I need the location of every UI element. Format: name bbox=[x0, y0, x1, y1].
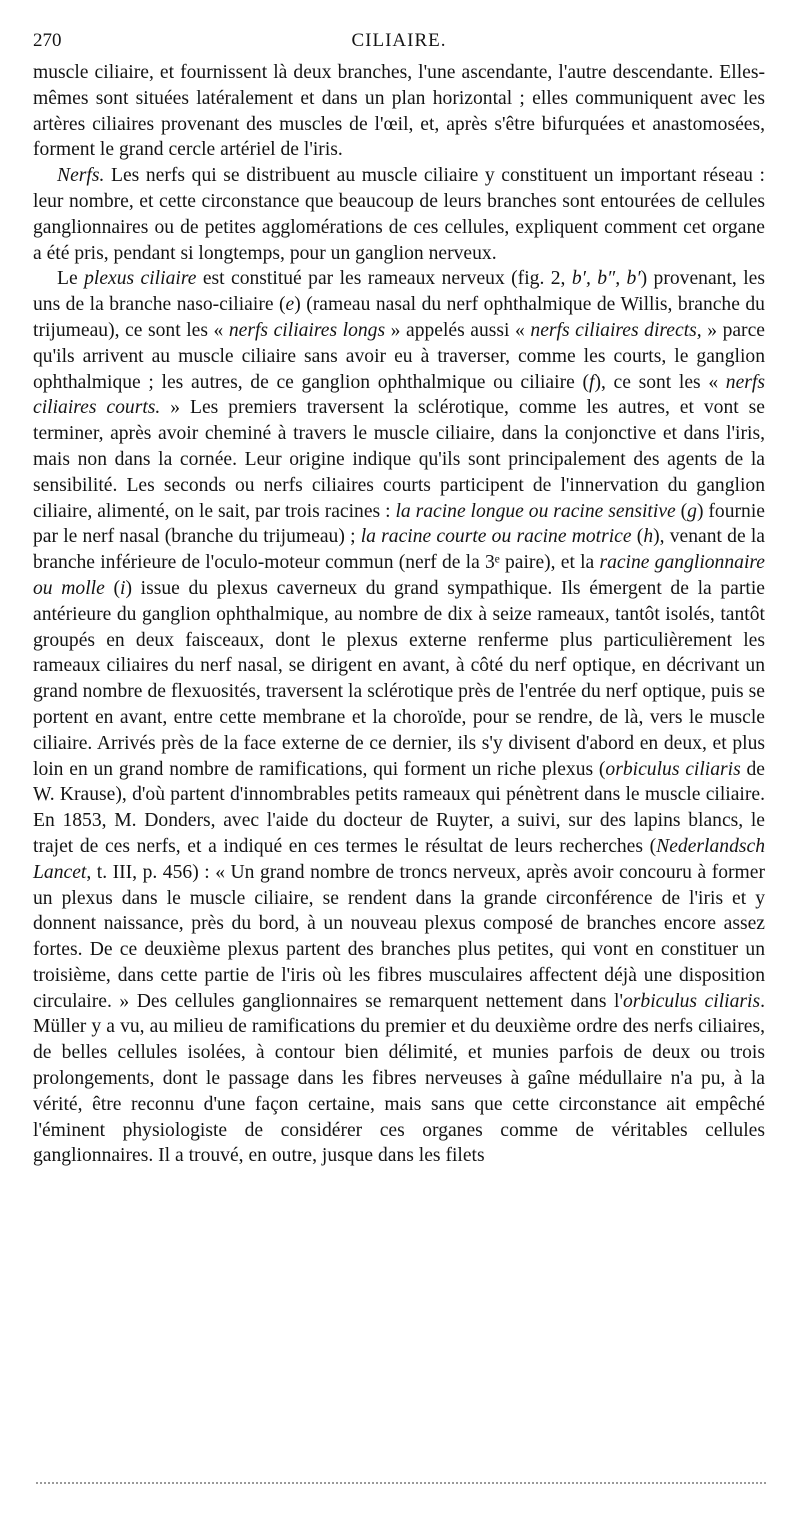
text-run: , t. III, p. 456) : « Un grand nombre de troncs nerveux, après avoir concouru à former un plexus dans le muscle ciliaire, se rendent dans la grande circonférence de l'iris et y donnent naissance, près du bord, à un nouveau plexus composé de branches encore assez fortes. De ce deuxième plexus partent des branches plus petites, qui vont en constituer un troisième, dans cette partie de l'iris où les fibres musculaires affectent déjà une disposition circulaire. » Des cellules ganglionnaires se remarquent nettement dans l' bbox=[33, 861, 765, 1012]
italic-text-run: nerfs ciliaires courts. bbox=[33, 371, 765, 419]
text-run: de W. Krause), d'où partent d'innombrables petits rameaux qui pénètrent dans le muscle ciliaire. En 1853, M. Donders, avec l'aide du docteur de Ruyter, a suivi, sur des lapins blancs, le trajet de ces nerfs, et a indiqué en ces termes le résultat de leurs recherches ( bbox=[33, 758, 765, 857]
text-run: ) issue du plexus caverneux du grand sympathique. Ils émergent de la partie antérieure du ganglion ophthalmique, au nombre de dix à seize rameaux, tantôt isolés, tantôt groupés en deux faisceaux, dont le plexus externe renferme plus particulièrement les rameaux ciliaires du nerf nasal, se dirigent en avant, à côté du nerf optique, en décrivant un grand nombre de flexuosités, traversent la sclérotique près de l'entrée du nerf optique, puis se portent en avant, entre cette membrane et la choroïde, pour se rendre, de là, vers le muscle ciliaire. Arrivés près de la face externe de ce dernier, ils s'y divisent d'abord en deux, et plus loin en un grand nombre de ramifications, qui forment un riche plexus ( bbox=[33, 577, 765, 780]
italic-text-run: orbiculus ciliaris bbox=[622, 990, 761, 1012]
italic-text-run: f bbox=[588, 371, 595, 393]
footer-dotted-rule bbox=[36, 1482, 766, 1484]
italic-text-run: i bbox=[120, 577, 126, 599]
italic-text-run: la racine longue ou racine sensitive bbox=[395, 500, 676, 522]
text-run: » parce qu'ils arrivent au muscle ciliaire sans avoir eu à traverser, comme les courts, le ganglion ophthalmique ; les autres, de ce ganglion ophthalmique ou ciliaire ( bbox=[33, 319, 765, 393]
paragraph bbox=[33, 60, 765, 163]
paragraph bbox=[33, 163, 765, 266]
text-run: ( bbox=[675, 500, 688, 522]
document-page bbox=[33, 30, 765, 1169]
text-run: ), venant de la branche inférieure de l'oculo-moteur commun (nerf de la 3ᵉ paire), et la bbox=[33, 526, 766, 574]
italic-text-run: nerfs ciliaires directs, bbox=[530, 319, 702, 341]
italic-text-run: plexus ciliaire bbox=[84, 268, 197, 290]
body-text bbox=[33, 60, 765, 1169]
text-run: . Müller y a vu, au milieu de ramifications du premier et du deuxième ordre des nerfs ciliaires, de belles cellules isolées, à contour bien délimité, et munies parfois de deux ou trois prolongements, dont le passage dans les fibres nerveuses à gaîne médullaire n'a pu, à la vérité, être reconnu d'une façon certaine, mais sans que cette circonstance ait empêché l'éminent physiologiste de considérer ces organes comme de véritables cellules ganglionnaires. Il a trouvé, en outre, jusque dans les filets bbox=[33, 990, 765, 1167]
italic-text-run: nerfs ciliaires longs bbox=[228, 319, 386, 341]
text-run: » appelés aussi « bbox=[385, 319, 531, 341]
italic-text-run: h bbox=[643, 526, 654, 548]
italic-text-run: orbiculus ciliaris bbox=[605, 758, 741, 780]
text-run: ) fournie par le nerf nasal (branche du trijumeau) ; bbox=[33, 500, 765, 548]
page-header bbox=[33, 30, 765, 60]
text-run: ), ce sont les « bbox=[594, 371, 726, 393]
text-run: muscle ciliaire, et fournissent là deux branches, l'une ascendante, l'autre descendante. Elles-mêmes sont situées latéralement et dans un plan horizontal ; elles communiquent avec les artères ciliaires provenant des muscles de l'œil, et, après s'être bifurquées et anastomosées, forment le grand cercle artériel de l'iris. bbox=[33, 62, 765, 161]
paragraph bbox=[33, 266, 765, 1169]
text-run: ) provenant, les uns de la branche naso-ciliaire ( bbox=[33, 268, 765, 316]
page-number: 270 bbox=[33, 30, 62, 51]
text-run: est constitué par les rameaux nerveux (fig. 2, bbox=[196, 268, 572, 290]
italic-text-run: e bbox=[285, 294, 295, 316]
italic-text-run: Nederlandsch Lancet bbox=[33, 835, 765, 883]
italic-text-run: racine ganglionnaire ou molle bbox=[33, 552, 765, 599]
italic-text-run: b′, b″, b′ bbox=[571, 268, 641, 290]
italic-text-run: Nerfs. bbox=[57, 165, 105, 187]
text-run: ) (rameau nasal du nerf ophthalmique de Willis, branche du trijumeau), ce sont les « bbox=[33, 294, 765, 341]
text-run: Le bbox=[57, 268, 85, 290]
text-run: Les nerfs qui se distribuent au muscle ciliaire y constituent un important réseau : leur nombre, et cette circonstance que beaucoup de leurs branches sont entourées de cellules ganglionnaires ou de petites agglomérations de ces cellules, expliquent comment cet organe a été pris, pendant si longtemps, pour un ganglion nerveux. bbox=[33, 165, 765, 264]
italic-text-run: g bbox=[687, 500, 697, 522]
text-run: ( bbox=[631, 526, 644, 548]
italic-text-run: la racine courte ou racine motrice bbox=[360, 526, 632, 548]
running-title: CILIAIRE. bbox=[351, 30, 447, 51]
text-run: ( bbox=[104, 577, 120, 599]
text-run: » Les premiers traversent la sclérotique, comme les autres, et vont se terminer, après avoir cheminé à travers le muscle ciliaire, dans la conjonctive et dans l'iris, mais non dans la cornée. Leur origine indique qu'ils sont principalement des agents de la sensibilité. Les seconds ou nerfs ciliaires courts participent de l'innervation du ganglion ciliaire, alimenté, on le sait, par trois racines : bbox=[33, 397, 765, 522]
